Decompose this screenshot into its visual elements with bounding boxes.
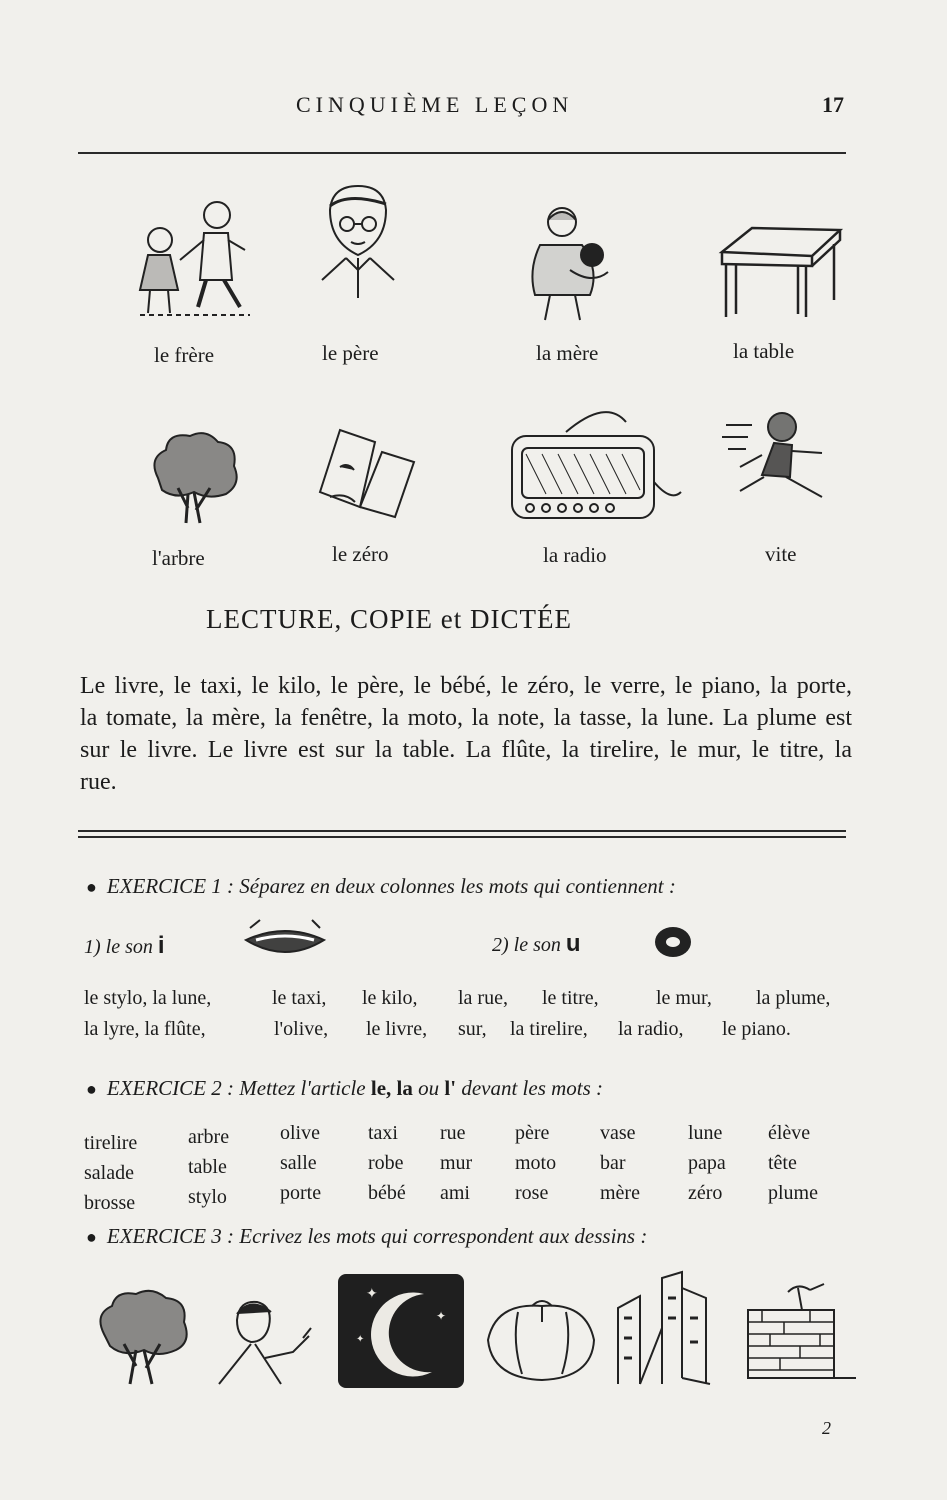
bullet-icon: ●	[86, 1227, 97, 1247]
wall-icon	[740, 1282, 858, 1386]
caption-pere: le père	[322, 341, 379, 365]
svg-text:✦: ✦	[356, 1334, 365, 1345]
children-icon	[120, 195, 260, 325]
reading-text: Le livre, le taxi, le kilo, le père, le bébé, le zéro, le verre, le piano, la porte, la tomate, la mère, la fenêtre, la moto, la note, la tasse, la lune. La plume est sur le livre. Le livre est sur la table. La flûte, la tirelire, le mur, le titre, la rue.	[80, 673, 852, 795]
bullet-icon: ●	[86, 877, 97, 897]
caption-zero: le zéro	[332, 542, 389, 566]
grid-column: lune papa zéro	[688, 1122, 726, 1204]
caption-vite: vite	[765, 542, 797, 566]
table-icon	[712, 222, 844, 322]
radio-icon	[506, 402, 686, 524]
double-rule-top	[78, 830, 846, 832]
grid-column: taxi robe bébé	[368, 1122, 406, 1204]
mother-icon	[520, 200, 615, 325]
caption-arbre: l'arbre	[152, 546, 205, 570]
book-icon	[310, 422, 420, 522]
caption-radio: la radio	[543, 543, 607, 567]
tomato-icon	[482, 1292, 602, 1388]
exercise3-title: ● EXERCICE 3 : Ecrivez les mots qui correspondent aux dessins :	[86, 1224, 648, 1248]
grid-column: tirelire salade brosse	[84, 1132, 138, 1214]
page-title: CINQUIÈME LEÇON	[296, 92, 574, 117]
exercise2-title: ● EXERCICE 2 : Mettez l'article le, la ou l' devant les mots :	[86, 1076, 604, 1100]
caption-frere: le frère	[154, 343, 215, 367]
bush-icon	[96, 1288, 191, 1388]
smiling-mouth-icon	[240, 918, 330, 966]
double-rule-bottom	[78, 836, 846, 838]
page-number: 17	[822, 92, 844, 117]
section-title: LECTURE, COPIE et DICTÉE	[206, 604, 572, 634]
son-i: 1) le son i	[84, 932, 165, 959]
svg-text:✦: ✦	[436, 1309, 447, 1323]
son-u: 2) le son u	[492, 930, 581, 957]
svg-text:✦: ✦	[366, 1286, 378, 1302]
caption-table: la table	[733, 339, 795, 363]
header-rule	[78, 152, 846, 154]
pointing-man-icon	[215, 1298, 315, 1386]
grid-column: rue mur ami	[440, 1122, 473, 1204]
bullet-icon: ●	[86, 1079, 97, 1099]
sheet-number: 2	[822, 1418, 831, 1438]
round-lips-icon	[652, 924, 694, 960]
father-icon	[318, 180, 398, 305]
grid-column: vase bar mère	[600, 1122, 640, 1204]
tree-icon	[148, 428, 240, 528]
street-icon	[612, 1268, 712, 1386]
moon-icon	[336, 1272, 466, 1390]
grid-column: arbre table stylo	[188, 1126, 230, 1208]
grid-column: élève tête plume	[768, 1122, 818, 1204]
caption-mere: la mère	[536, 341, 599, 365]
grid-column: père moto rose	[515, 1122, 557, 1204]
running-boy-icon	[722, 405, 844, 515]
grid-column: olive salle porte	[280, 1122, 322, 1204]
exercise1-title: ● EXERCICE 1 : Séparez en deux colonnes les mots qui contiennent :	[86, 874, 676, 898]
